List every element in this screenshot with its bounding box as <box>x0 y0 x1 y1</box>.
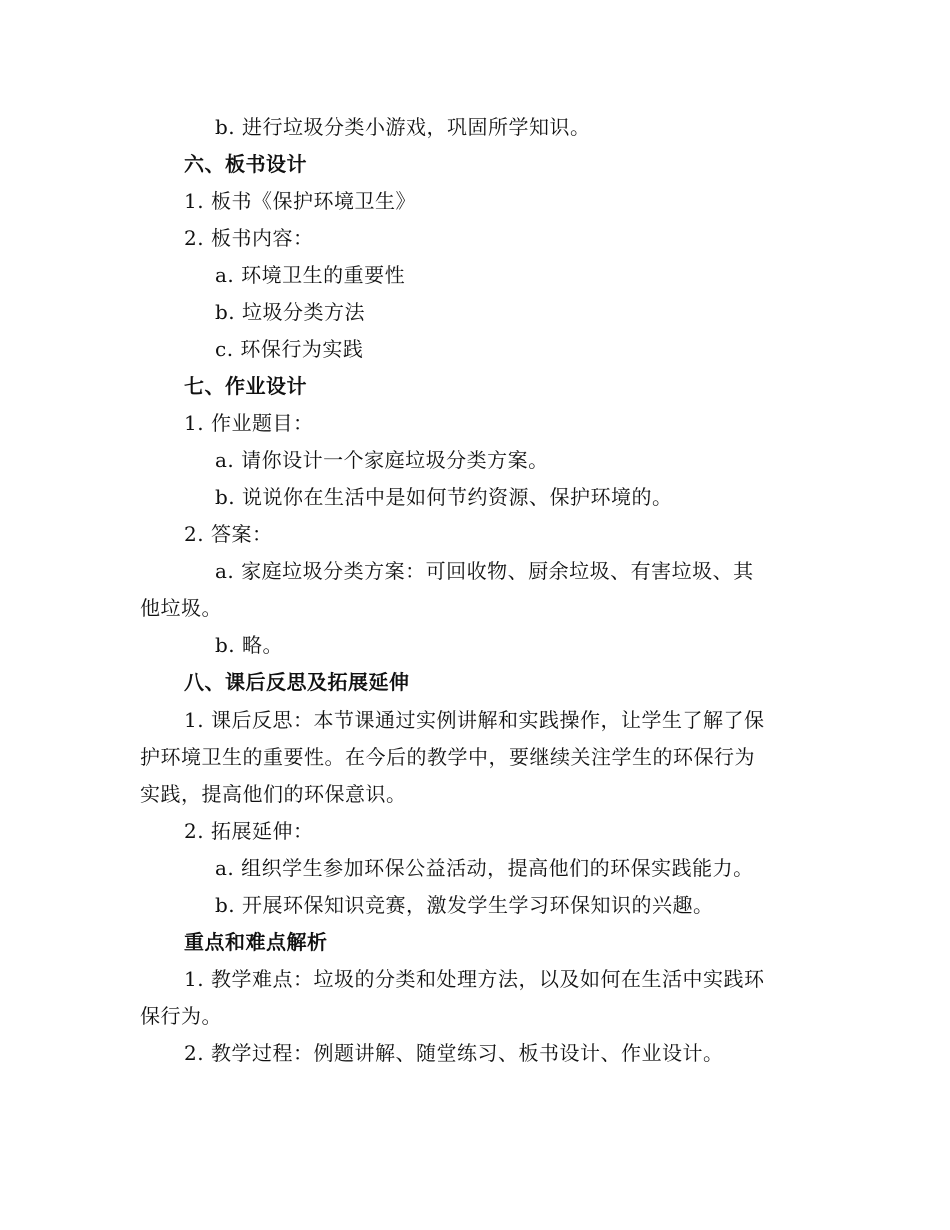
list-item-l2: c. 环保行为实践 <box>215 337 364 361</box>
list-item-l2: b. 进行垃圾分类小游戏，巩固所学知识。 <box>215 115 591 139</box>
paragraph-continuation: 护环境卫生的重要性。在今后的教学中，要继续关注学生的环保行为 <box>140 745 755 769</box>
paragraph-continuation: 实践，提高他们的环保意识。 <box>140 782 407 806</box>
list-item-l1: 2. 答案： <box>184 522 273 546</box>
section-heading: 重点和难点解析 <box>184 930 328 954</box>
list-item-l2: a. 家庭垃圾分类方案：可回收物、厨余垃圾、有害垃圾、其 <box>215 559 754 583</box>
list-item-l1: 1. 板书《保护环境卫生》 <box>184 189 416 213</box>
list-item-l2: b. 垃圾分类方法 <box>215 300 366 324</box>
list-item-l2: a. 环境卫生的重要性 <box>215 263 406 287</box>
list-item-l2: b. 略。 <box>215 633 284 657</box>
section-heading: 八、课后反思及拓展延伸 <box>184 670 410 694</box>
list-item-l1: 1. 课后反思：本节课通过实例讲解和实践操作，让学生了解了保 <box>184 708 765 732</box>
list-item-l2: a. 组织学生参加环保公益活动，提高他们的环保实践能力。 <box>215 856 754 880</box>
paragraph-continuation: 保行为。 <box>140 1004 222 1028</box>
list-item-l1: 2. 拓展延伸： <box>184 819 314 843</box>
list-item-l1: 1. 教学难点：垃圾的分类和处理方法，以及如何在生活中实践环 <box>184 967 765 991</box>
list-item-l2: b. 说说你在生活中是如何节约资源、保护环境的。 <box>215 485 673 509</box>
section-heading: 七、作业设计 <box>184 374 307 398</box>
paragraph-continuation: 他垃圾。 <box>140 596 222 620</box>
list-item-l1: 1. 作业题目： <box>184 411 314 435</box>
list-item-l1: 2. 教学过程：例题讲解、随堂练习、板书设计、作业设计。 <box>184 1041 724 1065</box>
list-item-l2: b. 开展环保知识竞赛，激发学生学习环保知识的兴趣。 <box>215 893 714 917</box>
section-heading: 六、板书设计 <box>184 152 307 176</box>
list-item-l2: a. 请你设计一个家庭垃圾分类方案。 <box>215 448 549 472</box>
list-item-l1: 2. 板书内容： <box>184 226 314 250</box>
